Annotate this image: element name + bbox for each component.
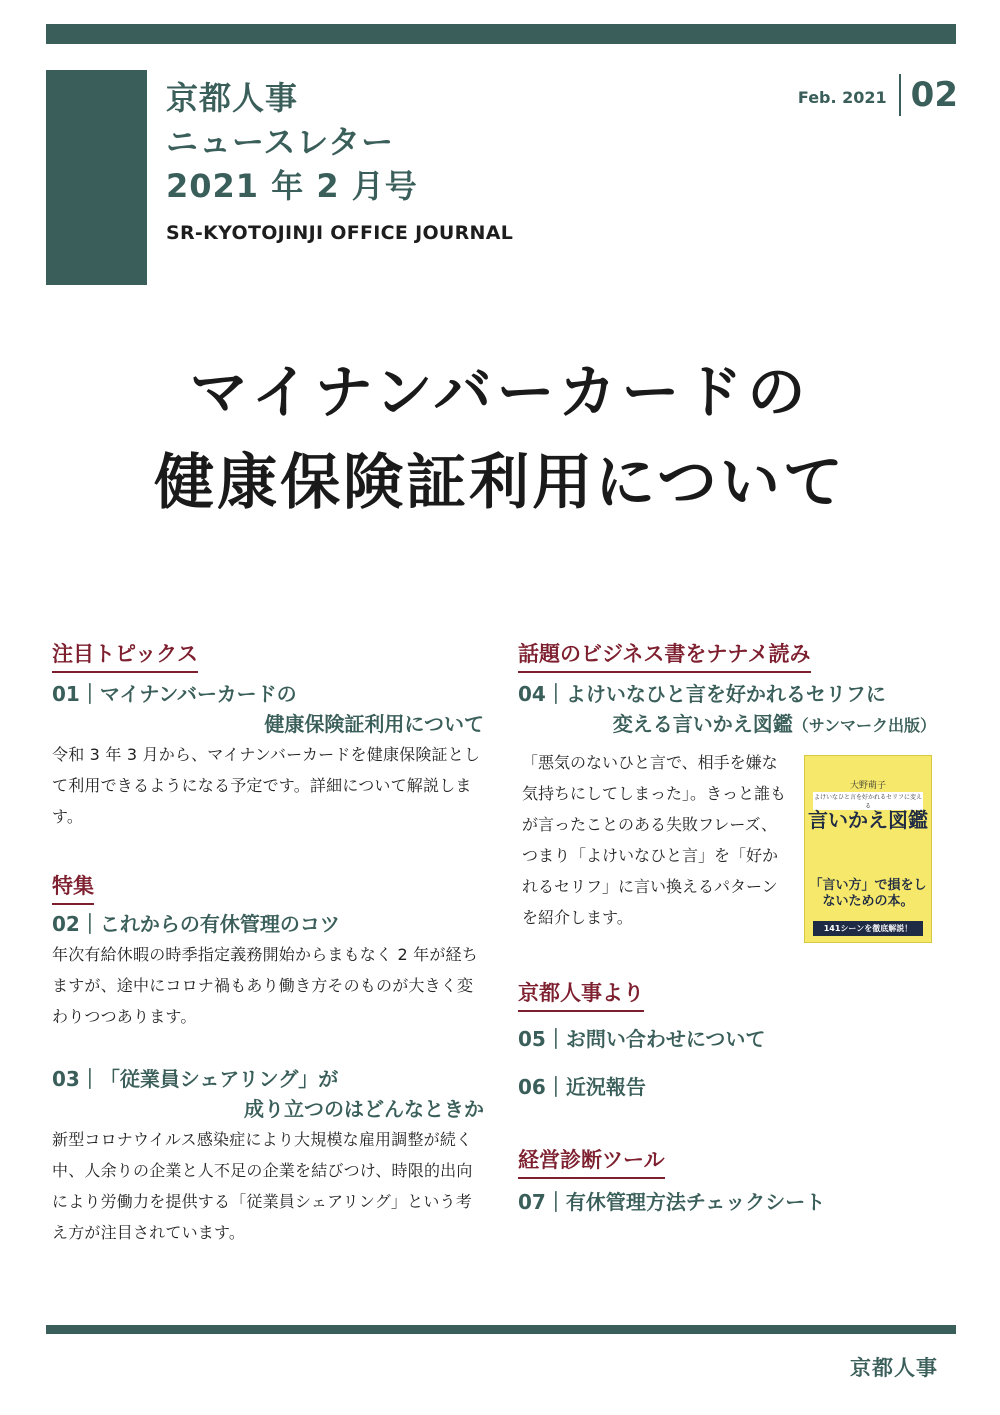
- headline-line2: 健康保険証利用について: [154, 448, 846, 518]
- item-01-body: 令和 3 年 3 月から、マイナンバーカードを健康保険証として利用できるようになる予定です。詳細について解説します。: [52, 745, 481, 826]
- masthead-title-line2: ニュースレター: [166, 123, 395, 161]
- item-02-body: 年次有給休暇の時季指定義務開始からまもなく 2 年が経ちますが、途中にコロナ禍もあり働き方そのものが大きく変わりつつあります。: [52, 945, 478, 1026]
- book-tagline: 「言い方」で損をしないための本。: [809, 878, 927, 909]
- item-01-title-line2: 健康保険証利用について: [264, 712, 484, 736]
- item-07-title: 07｜有休管理方法チェックシート: [518, 1190, 826, 1214]
- section-title-business-books: 話題のビジネス書をナナメ読み: [518, 640, 811, 673]
- book-title: 言いかえ図鑑: [808, 808, 928, 832]
- book-review: [518, 747, 958, 943]
- top-rule-bar: [46, 24, 956, 44]
- issue-date: Feb. 2021: [797, 87, 887, 107]
- section-title-diagnosis-tools: 経営診断ツール: [518, 1146, 665, 1179]
- book-author: 大野萌子: [849, 781, 886, 791]
- item-01-title-line1: 01｜マイナンバーカードの: [52, 682, 297, 706]
- section-title-topics: 注目トピックス: [52, 640, 198, 673]
- book-footer: 141シーンを徹底解説！: [813, 921, 923, 936]
- main-headline: [0, 352, 1000, 528]
- right-column: [518, 640, 958, 1217]
- bottom-rule-bar: [46, 1325, 956, 1334]
- item-02-title: 02｜これからの有休管理のコツ: [52, 912, 340, 936]
- left-column: [52, 640, 484, 1248]
- headline-line1: マイナンバーカードの: [189, 358, 811, 426]
- book-cover-image: [804, 755, 932, 943]
- masthead-title-line3: 2021 年 2 月号: [166, 167, 418, 205]
- masthead-title-line1: 京都人事: [166, 79, 299, 117]
- book-lead: よけいなひと言を好かれるセリフに変える: [813, 794, 922, 810]
- masthead-subtitle: SR-KYOTOJINJI OFFICE JOURNAL: [166, 222, 514, 244]
- footer-brand: 京都人事: [850, 1356, 938, 1380]
- issue-divider: [899, 74, 901, 116]
- item-03-body: 新型コロナウイルス感染症により大規模な雇用調整が続く中、人余りの企業と人不足の企業を結びつけ、時限的出向により労働力を提供する「従業員シェアリング」という考え方が注目されています。: [52, 1130, 473, 1242]
- item-04-title-line2-row: [518, 709, 958, 741]
- item-04-title-line1: 04｜よけいなひと言を好かれるセリフに: [518, 682, 886, 706]
- section-title-from-kyotojinji: 京都人事より: [518, 979, 644, 1012]
- masthead-color-block: [46, 70, 147, 285]
- item-03-title-line1: 03｜「従業員シェアリング」が: [52, 1067, 339, 1091]
- item-04-title-line2: 変える言いかえ図鑑: [612, 712, 793, 736]
- issue-info: [798, 74, 958, 116]
- item-04-publisher: （サンマーク出版）: [792, 716, 936, 735]
- item-05-title: 05｜お問い合わせについて: [518, 1027, 766, 1051]
- issue-number: 02: [910, 75, 958, 115]
- item-03-title-line2: 成り立つのはどんなときか: [244, 1097, 484, 1121]
- masthead: [166, 76, 513, 244]
- section-title-feature: 特集: [52, 872, 94, 905]
- item-06-title: 06｜近況報告: [518, 1075, 646, 1099]
- item-04-body: 「悪気のないひと言で、相手を嫌な気持ちにしてしまった」。きっと誰もが言ったことのある失敗フレーズ、つまり「よけいなひと言」を「好かれるセリフ」に言い換えるパターンを紹介します。: [522, 753, 787, 927]
